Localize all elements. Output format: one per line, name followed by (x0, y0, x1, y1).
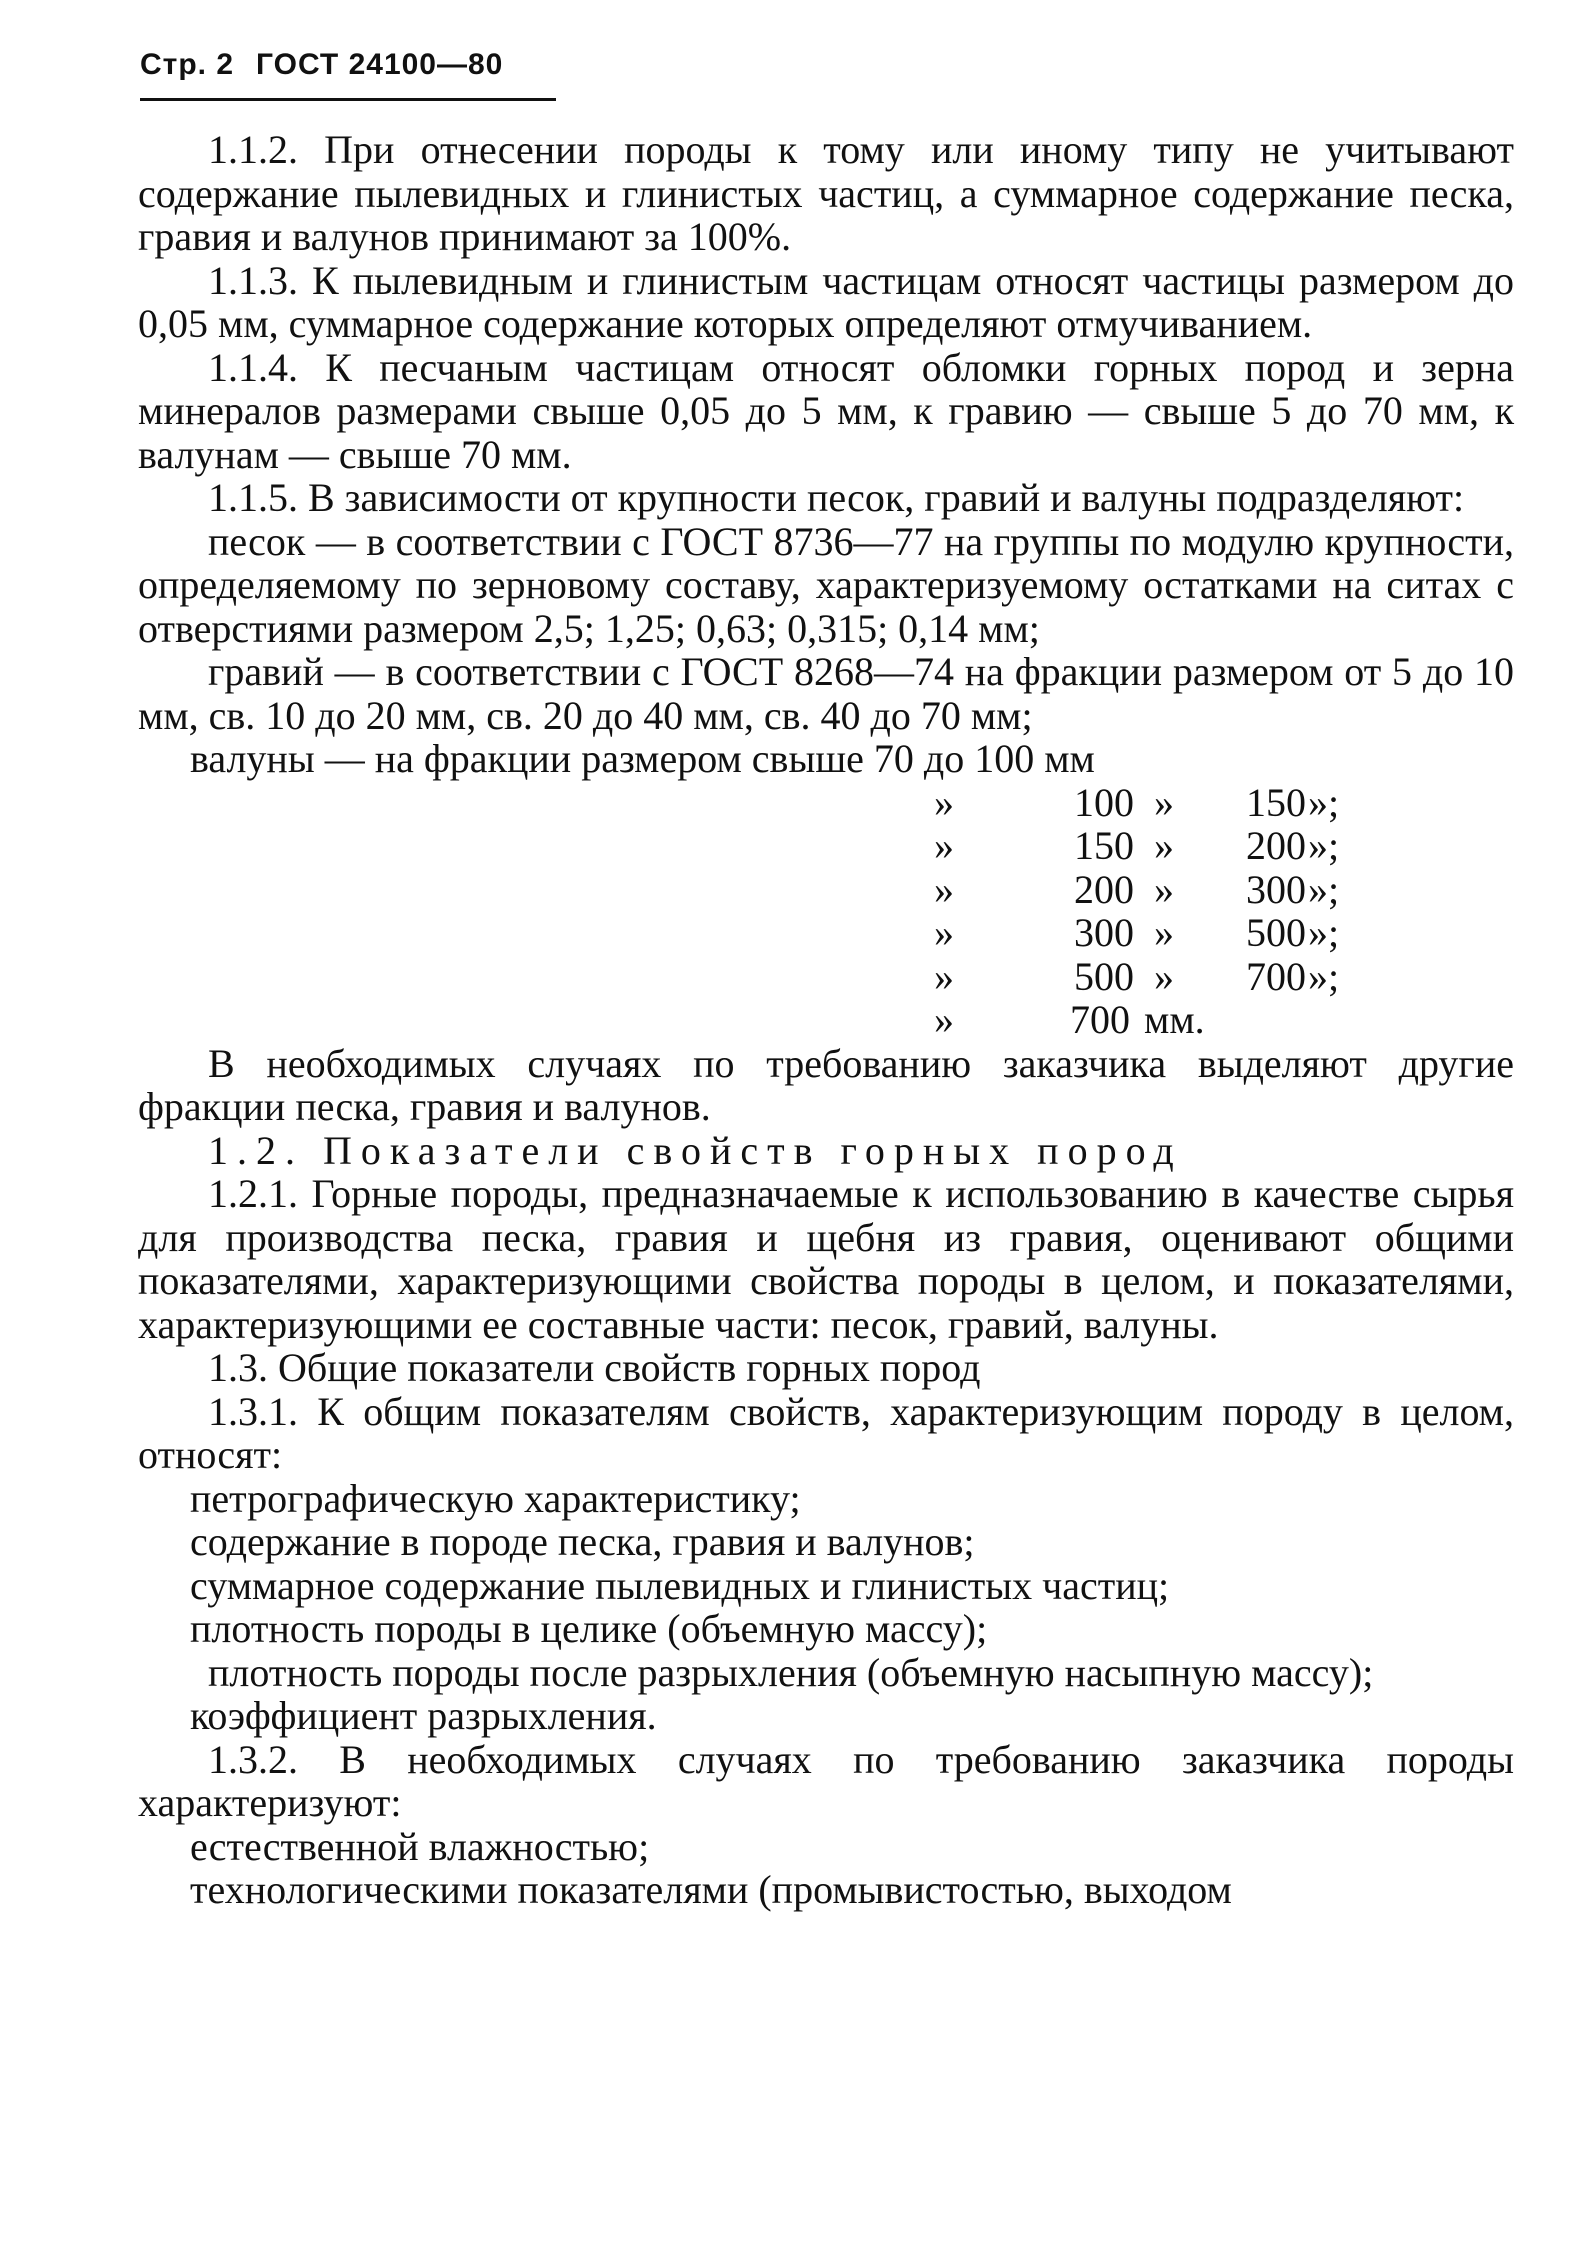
list-item: технологическими показателями (промывистостью, выходом (190, 1867, 1232, 1912)
ditto-mark: » (934, 866, 954, 912)
fraction-to: 300 (1246, 866, 1306, 912)
paragraph-1-1-2: 1.1.2. При отнесении породы к тому или иному типу не учитывают содержание пылевидных и глинистых частиц, а суммарное содержание песка, гравия и валунов принимают за 100%. (138, 127, 1514, 259)
boulder-fraction-row (138, 868, 1514, 912)
gravel-classification: гравий — в соответствии с ГОСТ 8268—74 на фракции размером от 5 до 10 мм, св. 10 до 20 мм, св. 20 до 40 мм, св. 40 до 70 мм; (138, 649, 1514, 738)
ditto-mark: » (1154, 866, 1174, 912)
list-item: плотность породы в целике (объемную массу); (190, 1606, 988, 1651)
list-item: коэффициент разрыхления. (190, 1693, 657, 1738)
ditto-mark: » (1154, 910, 1174, 955)
paragraph-1-3-1: 1.3.1. К общим показателям свойств, характеризующим породу в целом, относят: (138, 1388, 1514, 1477)
fraction-tail: »; (1308, 866, 1340, 912)
paragraph-1-3-2: 1.3.2. В необходимых случаях по требованию заказчика породы характеризуют: (138, 1736, 1514, 1825)
fraction-tail: »; (1308, 910, 1340, 955)
section-heading-1-3: 1.3. Общие показатели свойств горных пород (208, 1345, 981, 1390)
fraction-from: 100 (1074, 779, 1134, 825)
fraction-to: 500 (1246, 910, 1306, 955)
fraction-from: 150 (1074, 823, 1134, 868)
paragraph-1-1-4: 1.1.4. К песчаным частицам относят обломки горных пород и зерна минералов размерами свыше 0,05 до 5 мм, к гравию — свыше 5 до 70 мм, к валунам — свыше 70 мм. (138, 344, 1514, 477)
fraction-tail: »; (1308, 779, 1340, 825)
ditto-mark: » (934, 823, 954, 868)
page-header (140, 48, 503, 82)
paragraph-1-1-5: 1.1.5. В зависимости от крупности песок, гравий и валуны подразделяют: (208, 475, 1465, 520)
boulder-fraction-row (138, 824, 1514, 868)
fraction-from: 300 (1074, 910, 1134, 955)
ditto-mark: » (1154, 823, 1174, 868)
fraction-tail: »; (1308, 823, 1340, 868)
fraction-tail: мм. (1144, 997, 1205, 1042)
list-item: естественной влажностью; (190, 1823, 650, 1869)
header-rule (140, 98, 556, 101)
ditto-mark: » (1154, 779, 1174, 825)
fraction-to: 700 (1246, 953, 1306, 999)
boulder-fraction-row-last (138, 998, 1514, 1042)
general-indicators-list (138, 1477, 1514, 1738)
boulder-fraction-row (138, 781, 1514, 825)
section-heading-1-2: 1.2. Показатели свойств горных пород (208, 1127, 1183, 1173)
document-title: ГОСТ 24100—80 (256, 48, 504, 81)
fraction-to: 150 (1246, 779, 1306, 825)
fraction-from: 700 (1070, 997, 1130, 1042)
ditto-mark: » (934, 779, 954, 825)
fraction-from: 200 (1074, 866, 1134, 912)
boulder-fraction-row (138, 955, 1514, 999)
ditto-mark: » (1154, 953, 1174, 999)
page-body (138, 128, 1514, 1912)
list-item: плотность породы после разрыхления (объемную насыпную массу); (208, 1649, 1374, 1695)
list-item: суммарное содержание пылевидных и глинистых частиц; (190, 1562, 1170, 1608)
ditto-mark: » (934, 953, 954, 999)
ditto-mark: » (934, 997, 954, 1042)
boulders-classification: валуны — на фракции размером свыше 70 до 100 мм (190, 736, 1095, 781)
paragraph-1-2-1: 1.2.1. Горные породы, предназначаемые к использованию в качестве сырья для производства песка, гравия и щебня из гравия, оценивают общими показателями, характеризующими свойства породы в целом, и показателями, характеризующими ее составные части: песок, гравий, валуны. (138, 1171, 1514, 1347)
paragraph-other-fractions: В необходимых случаях по требованию заказчика выделяют другие фракции песка, гравия и валунов. (138, 1040, 1514, 1129)
fraction-to: 200 (1246, 823, 1306, 868)
fraction-tail: »; (1308, 953, 1340, 999)
sand-classification: песок — в соответствии с ГОСТ 8736—77 на группы по модулю крупности, определяемому по зерновому составу, характеризуемому остатками на ситах с отверстиями размером 2,5; 1,25; 0,63; 0,315; 0,14 мм; (138, 518, 1514, 651)
boulder-fractions-list (138, 781, 1514, 1042)
fraction-from: 500 (1074, 953, 1134, 999)
list-item: содержание в породе песка, гравия и валунов; (190, 1519, 975, 1564)
ditto-mark: » (934, 910, 954, 955)
optional-indicators-list (138, 1825, 1514, 1912)
paragraph-1-1-3: 1.1.3. К пылевидным и глинистым частицам относят частицы размером до 0,05 мм, суммарное содержание которых определяют отмучиванием. (138, 257, 1514, 346)
list-item: петрографическую характеристику; (190, 1475, 801, 1521)
boulder-fraction-row (138, 911, 1514, 955)
page-number: Стр. 2 (140, 48, 235, 81)
